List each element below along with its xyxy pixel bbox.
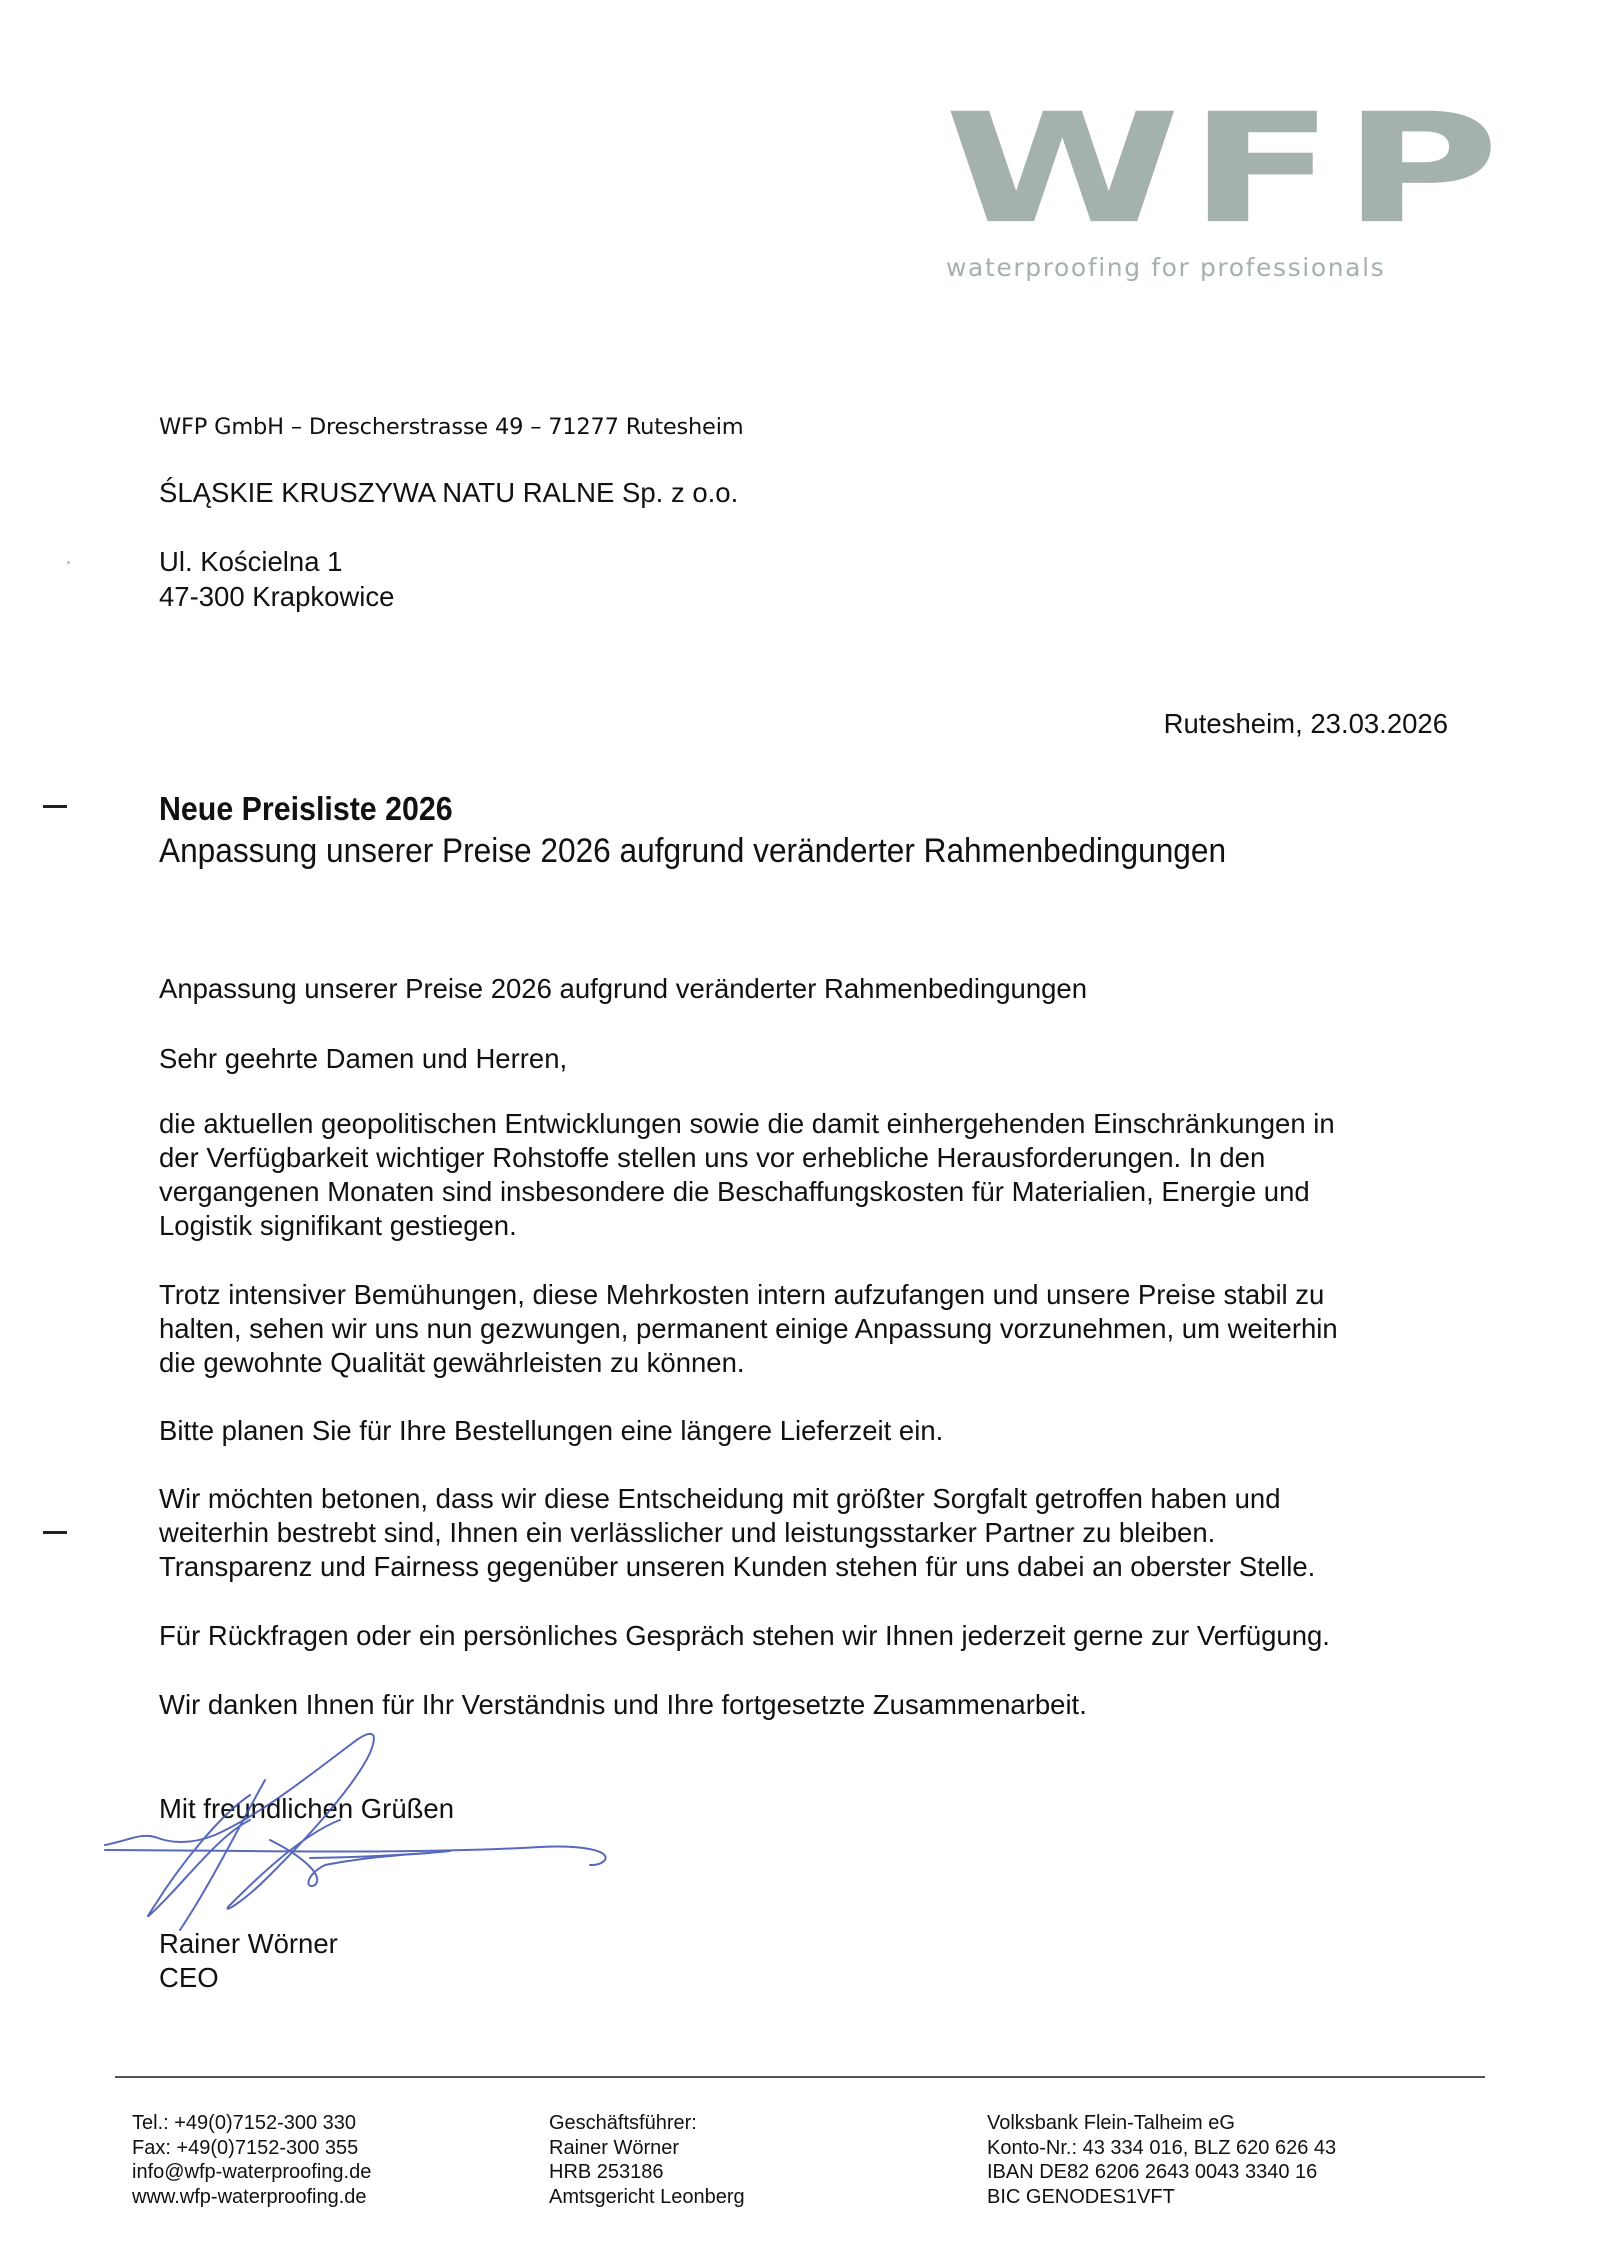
recipient-street: Ul. Kościelna 1 (159, 546, 343, 577)
footer-bank-line: BIC GENODES1VFT (987, 2185, 1175, 2208)
footer-registry-line: Amtsgericht Leonberg (549, 2185, 745, 2208)
signer-name: Rainer Wörner (159, 1928, 338, 1959)
fold-mark-top (43, 805, 67, 808)
footer-fax: Fax: +49(0)7152-300 355 (132, 2136, 359, 2159)
paragraph-line: Logistik signifikant gestiegen. (159, 1210, 517, 1241)
paragraph-1 (159, 1107, 1335, 1243)
footer-bank-line: Volksbank Flein-Talheim eG (987, 2112, 1235, 2134)
paragraph-line: Wir möchten betonen, dass wir diese Entscheidung mit größter Sorgfalt getroffen haben und (159, 1483, 1281, 1514)
sender-address-line: WFP GmbH – Drescherstrasse 49 – 71277 Rutesheim (159, 414, 744, 440)
footer-registry-line: Rainer Wörner (549, 2136, 680, 2159)
salutation: Sehr geehrte Damen und Herren, (159, 1043, 568, 1074)
footer-divider (115, 2076, 1485, 2078)
letter-title: Neue Preisliste 2026 (159, 790, 453, 827)
paragraph-line: die aktuellen geopolitischen Entwicklungen sowie die damit einhergehenden Einschränkungen in (159, 1108, 1335, 1139)
footer-phone: Tel.: +49(0)7152-300 330 (132, 2112, 357, 2134)
footer-contact (132, 2111, 371, 2209)
paragraph-line: vergangenen Monaten sind insbesondere die Beschaffungskosten für Materialien, Energie und (159, 1176, 1310, 1207)
footer-registry-line: Geschäftsführer: (549, 2112, 697, 2134)
paragraph-4 (159, 1482, 1315, 1584)
paragraph-line: halten, sehen wir uns nun gezwungen, permanent einige Anpassung vorzunehmen, um weiterhin (159, 1313, 1338, 1344)
paragraph-line: weiterhin bestrebt sind, Ihnen ein verlässlicher und leistungsstarker Partner zu bleiben. (159, 1517, 1216, 1548)
footer-website-link[interactable]: www.wfp-waterproofing.de (132, 2185, 367, 2208)
paragraph-line: Trotz intensiver Bemühungen, diese Mehrkosten intern aufzufangen und unsere Preise stabil zu (159, 1279, 1325, 1310)
paragraph-2 (159, 1278, 1338, 1380)
recipient-address (159, 544, 394, 614)
signer-role: CEO (159, 1962, 219, 1993)
footer-registry (549, 2111, 745, 2209)
company-logo (940, 80, 1507, 285)
paragraph-5 (159, 1619, 1330, 1653)
paragraph-line: die gewohnte Qualität gewährleisten zu können. (159, 1347, 745, 1378)
paragraph-3 (159, 1414, 943, 1448)
closing-greeting: Mit freundlichen Grüßen (159, 1793, 454, 1824)
footer-email-link[interactable]: info@wfp-waterproofing.de (132, 2161, 372, 2183)
logo-tagline: waterproofing for professionals (946, 253, 1386, 282)
footer-bank-line: IBAN DE82 6206 2643 0043 3340 16 (987, 2161, 1318, 2183)
paragraph-line: Transparenz und Fairness gegenüber unseren Kunden stehen für uns dabei an oberster Stelle. (159, 1551, 1316, 1582)
footer-bank-line: Konto-Nr.: 43 334 016, BLZ 620 626 43 (987, 2136, 1337, 2159)
recipient-city: 47-300 Krapkowice (159, 581, 395, 612)
fold-mark-middle (43, 1531, 67, 1534)
recipient-company: ŚLĄSKIE KRUSZYWA NATU RALNE Sp. z o.o. (159, 477, 739, 508)
letter-subtitle: Anpassung unserer Preise 2026 aufgrund veränderter Rahmenbedingungen (159, 832, 1227, 870)
paragraph-line: der Verfügbarkeit wichtiger Rohstoffe stellen uns vor erhebliche Herausforderungen. In den (159, 1142, 1266, 1173)
footer-bank (987, 2111, 1336, 2209)
paragraph-6 (159, 1688, 1087, 1722)
paragraph-line: Wir danken Ihnen für Ihr Verständnis und Ihre fortgesetzte Zusammenarbeit. (159, 1689, 1087, 1720)
place-date-line: Rutesheim, 23.03.2026 (1163, 708, 1448, 739)
scan-speck (67, 561, 70, 564)
paragraph-line: Bitte planen Sie für Ihre Bestellungen eine längere Lieferzeit ein. (159, 1415, 944, 1446)
logo-wordmark: WFP (944, 80, 1507, 258)
paragraph-line: Für Rückfragen oder ein persönliches Gespräch stehen wir Ihnen jederzeit gerne zur Verfügung. (159, 1620, 1330, 1651)
footer-registry-line: HRB 253186 (549, 2161, 664, 2183)
intro-line: Anpassung unserer Preise 2026 aufgrund veränderter Rahmenbedingungen (159, 973, 1088, 1004)
